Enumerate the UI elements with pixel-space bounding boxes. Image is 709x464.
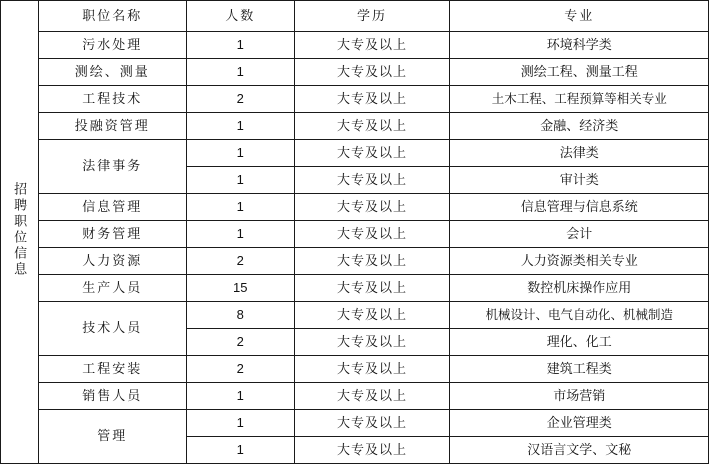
cell-major: 市场营销: [450, 383, 709, 410]
cell-education: 大专及以上: [294, 32, 450, 59]
cell-position-title: 信息管理: [38, 194, 186, 221]
section-side-label: [1, 1, 39, 464]
cell-education: 大专及以上: [294, 329, 450, 356]
cell-education: 大专及以上: [294, 275, 450, 302]
cell-major: 环境科学类: [450, 32, 709, 59]
cell-headcount: 1: [186, 437, 294, 464]
cell-position-title: 技术人员: [38, 302, 186, 356]
cell-education: 大专及以上: [294, 383, 450, 410]
cell-major: 人力资源类相关专业: [450, 248, 709, 275]
cell-position-title: 污水处理: [38, 32, 186, 59]
header-headcount: 人数: [186, 1, 294, 32]
cell-headcount: 1: [186, 59, 294, 86]
header-education: 学历: [294, 1, 450, 32]
cell-headcount: 8: [186, 302, 294, 329]
cell-major: 土木工程、工程预算等相关专业: [450, 86, 709, 113]
table-row: [1, 248, 709, 275]
cell-headcount: 15: [186, 275, 294, 302]
cell-education: 大专及以上: [294, 221, 450, 248]
table-row: [1, 302, 709, 329]
table-row: [1, 140, 709, 167]
cell-major: 汉语言文学、文秘: [450, 437, 709, 464]
cell-headcount: 1: [186, 410, 294, 437]
cell-position-title: 销售人员: [38, 383, 186, 410]
cell-education: 大专及以上: [294, 194, 450, 221]
table-row: [1, 383, 709, 410]
cell-education: 大专及以上: [294, 59, 450, 86]
table-row: [1, 275, 709, 302]
cell-education: 大专及以上: [294, 437, 450, 464]
cell-major: 信息管理与信息系统: [450, 194, 709, 221]
cell-headcount: 2: [186, 356, 294, 383]
cell-position-title: 管理: [38, 410, 186, 464]
cell-position-title: 投融资管理: [38, 113, 186, 140]
cell-education: 大专及以上: [294, 113, 450, 140]
cell-major: 会计: [450, 221, 709, 248]
cell-education: 大专及以上: [294, 248, 450, 275]
cell-education: 大专及以上: [294, 410, 450, 437]
cell-major: 理化、化工: [450, 329, 709, 356]
table-row: [1, 356, 709, 383]
cell-headcount: 1: [186, 140, 294, 167]
cell-education: 大专及以上: [294, 86, 450, 113]
cell-major: 机械设计、电气自动化、机械制造: [450, 302, 709, 329]
table-row: [1, 410, 709, 437]
table-row: [1, 59, 709, 86]
table-row: [1, 113, 709, 140]
header-major: 专业: [450, 1, 709, 32]
cell-major: 审计类: [450, 167, 709, 194]
cell-education: 大专及以上: [294, 167, 450, 194]
cell-major: 企业管理类: [450, 410, 709, 437]
cell-headcount: 2: [186, 248, 294, 275]
cell-position-title: 财务管理: [38, 221, 186, 248]
section-side-label-text: 招聘职位信息: [12, 182, 28, 279]
table-row: [1, 194, 709, 221]
cell-position-title: 工程技术: [38, 86, 186, 113]
cell-headcount: 1: [186, 194, 294, 221]
cell-major: 测绘工程、测量工程: [450, 59, 709, 86]
cell-headcount: 2: [186, 86, 294, 113]
table-row: [1, 86, 709, 113]
header-position-title: 职位名称: [38, 1, 186, 32]
cell-headcount: 1: [186, 221, 294, 248]
cell-position-title: 法律事务: [38, 140, 186, 194]
cell-headcount: 1: [186, 167, 294, 194]
cell-position-title: 测绘、测量: [38, 59, 186, 86]
cell-position-title: 生产人员: [38, 275, 186, 302]
cell-major: 金融、经济类: [450, 113, 709, 140]
cell-education: 大专及以上: [294, 302, 450, 329]
cell-headcount: 2: [186, 329, 294, 356]
cell-headcount: 1: [186, 383, 294, 410]
cell-education: 大专及以上: [294, 140, 450, 167]
table-row: [1, 32, 709, 59]
cell-education: 大专及以上: [294, 356, 450, 383]
table-row: [1, 221, 709, 248]
cell-position-title: 人力资源: [38, 248, 186, 275]
cell-headcount: 1: [186, 32, 294, 59]
cell-major: 建筑工程类: [450, 356, 709, 383]
cell-headcount: 1: [186, 113, 294, 140]
cell-position-title: 工程安装: [38, 356, 186, 383]
cell-major: 法律类: [450, 140, 709, 167]
cell-major: 数控机床操作应用: [450, 275, 709, 302]
